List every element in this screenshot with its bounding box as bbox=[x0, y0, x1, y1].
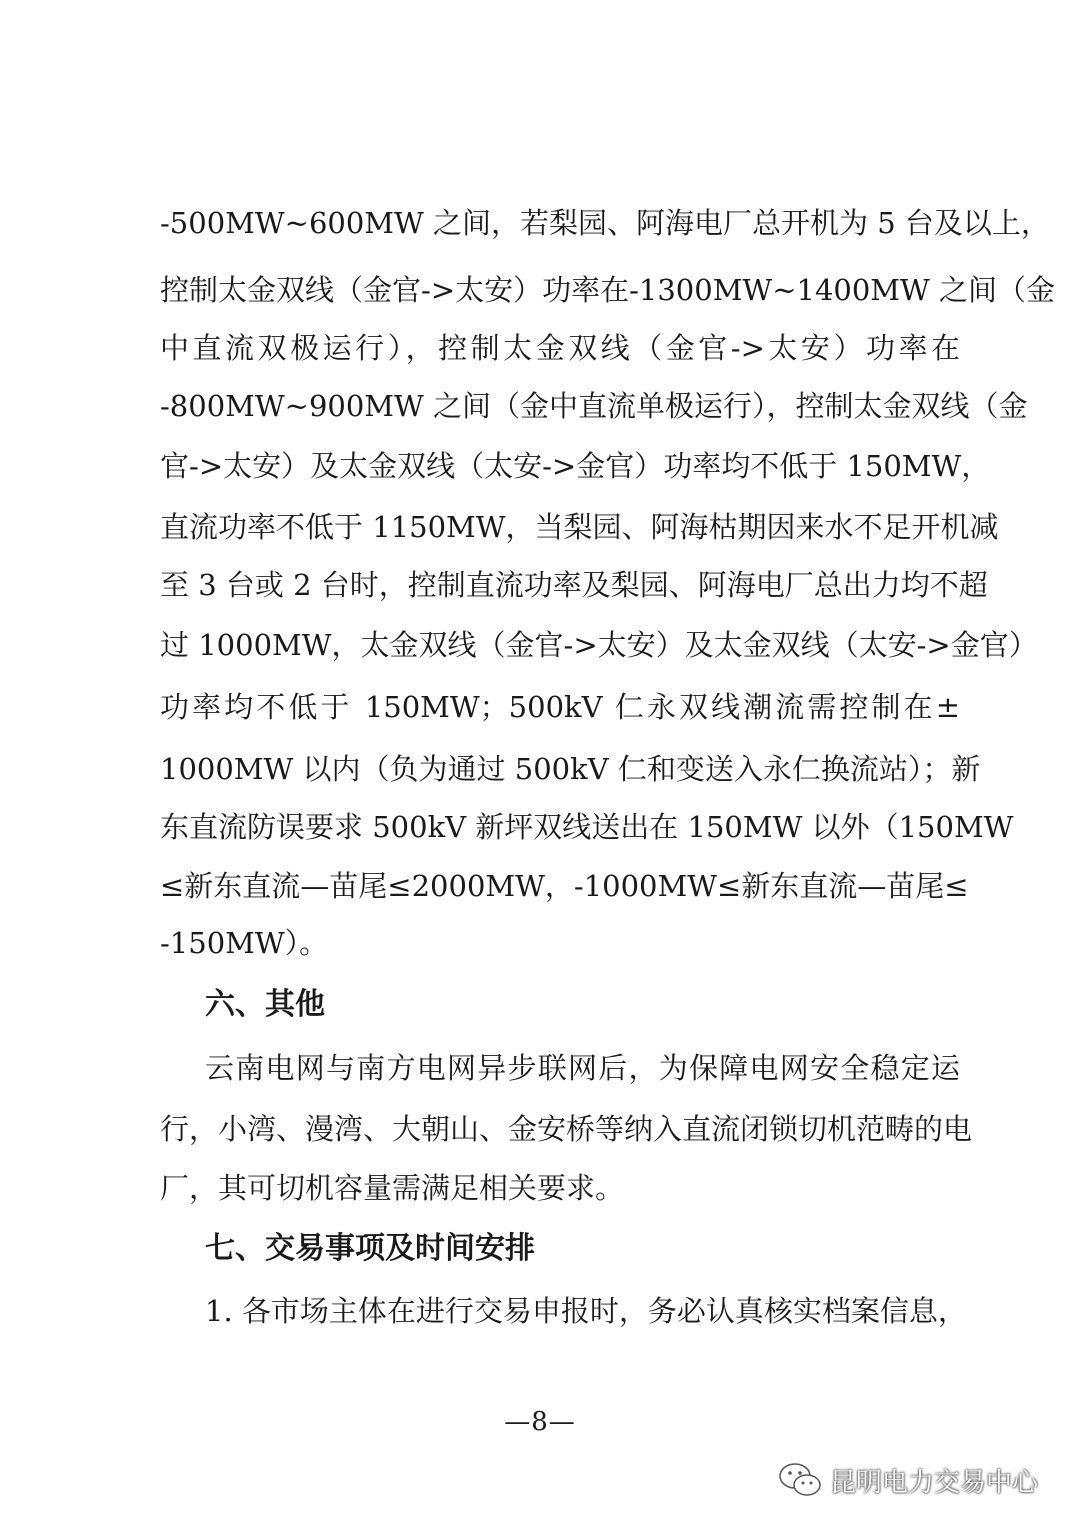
watermark bbox=[778, 1458, 1038, 1502]
body-line-4: -800MW~900MW 之间（金中直流单极运行），控制太金双线（金 bbox=[160, 389, 1028, 423]
section-6-line-1: 云南电网与南方电网异步联网后，为保障电网安全稳定运 bbox=[205, 1051, 960, 1085]
body-line-8: 过 1000MW，太金双线（金官->太安）及太金双线（太安->金官） bbox=[160, 628, 1038, 662]
section-7-heading: 七、交易事项及时间安排 bbox=[205, 1231, 535, 1266]
body-line-13: -150MW）。 bbox=[160, 926, 329, 960]
body-line-3: 中直流双极运行），控制太金双线（金官->太安）功率在 bbox=[160, 331, 960, 365]
wechat-icon bbox=[778, 1461, 822, 1499]
section-7-line-1: 1. 各市场主体在进行交易申报时，务必认真核实档案信息， bbox=[205, 1294, 967, 1328]
body-line-10: 1000MW 以内（负为通过 500kV 仁和变送入永仁换流站）；新 bbox=[160, 752, 981, 786]
body-line-12: ≤新东直流—苗尾≤2000MW，-1000MW≤新东直流—苗尾≤ bbox=[160, 869, 969, 903]
section-6-line-2: 行，小湾、漫湾、大朝山、金安桥等纳入直流闭锁切机范畴的电 bbox=[160, 1112, 973, 1146]
body-line-7: 至 3 台或 2 台时，控制直流功率及梨园、阿海电厂总出力均不超 bbox=[160, 568, 988, 602]
body-line-5: 官->太安）及太金双线（太安->金官）功率均不低于 150MW， bbox=[160, 449, 991, 483]
body-line-11: 东直流防误要求 500kV 新坪双线送出在 150MW 以外（150MW bbox=[160, 810, 1014, 844]
body-line-6: 直流功率不低于 1150MW，当梨园、阿海枯期因来水不足开机减 bbox=[160, 510, 999, 544]
section-6-line-3: 厂，其可切机容量需满足相关要求。 bbox=[160, 1171, 625, 1205]
body-line-1: -500MW~600MW 之间，若梨园、阿海电厂总开机为 5 台及以上， bbox=[160, 206, 1050, 240]
watermark-text: 昆明电力交易中心 bbox=[830, 1467, 1039, 1498]
page-number: —8— bbox=[504, 1407, 576, 1437]
section-6-heading: 六、其他 bbox=[205, 987, 325, 1022]
body-line-9: 功率均不低于 150MW；500kV 仁永双线潮流需控制在± bbox=[160, 690, 960, 724]
body-line-2: 控制太金双线（金官->太安）功率在-1300MW~1400MW 之间（金 bbox=[160, 273, 1056, 307]
